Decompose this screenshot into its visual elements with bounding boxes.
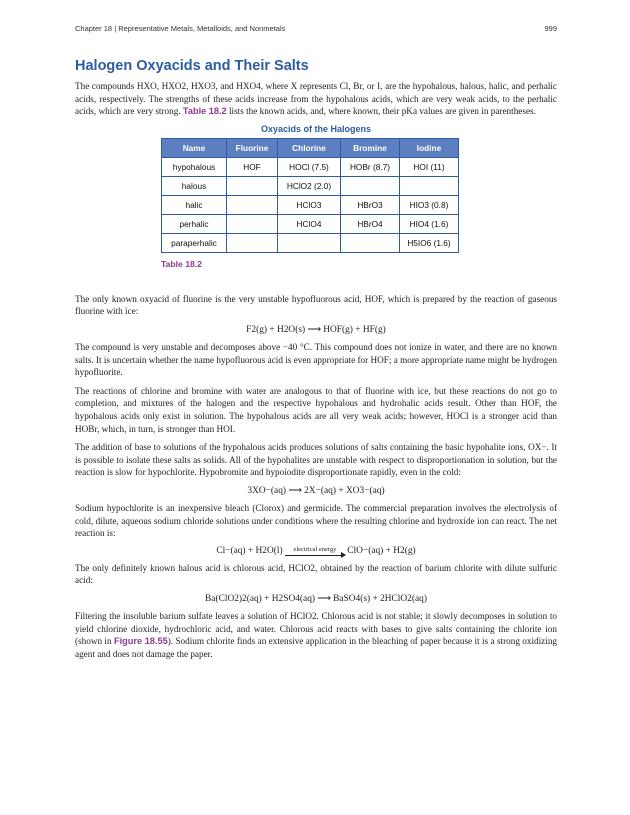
page-number: 999 [544,24,557,33]
table-row [162,214,459,233]
table-cell: HClO4 [278,214,341,233]
fluorine-paragraph: The only known oxyacid of fluorine is the very unstable hypofluorous acid, HOF, which is prepared by the reaction of gaseous fluorine with ice: [75,293,557,317]
table-cell: HBrO4 [341,214,400,233]
section-title: Halogen Oxyacids and Their Salts [75,58,309,74]
table-row [162,195,459,214]
header-cell: Iodine [400,138,459,157]
table-cell [227,233,278,252]
hypohalite-paragraph: The addition of base to solutions of the hypohalous acids produces solutions of salts containing the basic hypohalite ions, OX−. It is possible to isolate these salts as solids. All of the hypohalites are unstable with respect to disproportionation in solution, but the reaction is slow for hypochlorite. Hypobromite and hypoiodite disproportionate rapidly, even in the cold: [75,442,557,478]
equation-disproportionation: 3XO−(aq) ⟶ 2X−(aq) + XO3−(aq) [247,485,385,496]
table-cell: HClO2 (2.0) [278,176,341,195]
table-cell: halous [162,176,227,195]
arrow-label: electrical energy [293,545,337,553]
page-content [75,58,557,666]
table-cell: H5IO6 (1.6) [400,233,459,252]
chlorine-bromine-paragraph: The reactions of chlorine and bromine with water are analogous to that of fluorine with ice, but these reactions do not go to completion, and mixtures of the halogen and the respective hypohalous and hydrohalic acids result. Other than HOF, the hypohalous acids only exist in solution. The hypohalous acids are all very weak acids; however, HOCl is a stronger acid than HOBr, which, in turn, is stronger than HOI. [75,385,557,434]
chlorite-paragraph [75,610,557,660]
page-header [75,24,557,33]
table-cell: HOF [227,157,278,176]
halous-paragraph: The only definitely known halous acid is chlorous acid, HClO2, obtained by the reaction of barium chlorite with dilute sulfuric acid: [75,562,557,586]
table-caption: Oxyacids of the Halogens [260,123,372,134]
equation-right: ClO−(aq) + H2(g) [347,545,416,556]
reaction-arrow [285,546,345,556]
table-cell: HOBr (8.7) [341,157,400,176]
header-cell: Name [162,138,227,157]
table-link[interactable]: Table 18.2 [182,106,227,117]
intro-paragraph [75,80,557,118]
table-cell [227,176,278,195]
table-label[interactable]: Table 18.2 [161,258,202,269]
intro-text-2: lists the known acids, and, where known, their pKa values are given in parentheses. [228,106,536,117]
table-cell: HIO4 (1.6) [400,214,459,233]
unstable-paragraph: The compound is very unstable and decomposes above −40 °C. This compound does not ionize in water, and there are no known salts. It is uncertain whether the name hypofluorous acid is even appropriate for HOF; a more appropriate name might be hydrogen hypofluorite. [75,341,557,378]
table-cell [227,214,278,233]
table-cell [341,233,400,252]
header-cell: Fluorine [227,138,278,157]
table-header-row [162,138,459,157]
table-row [162,157,459,176]
table-cell [278,233,341,252]
table-cell: HIO3 (0.8) [400,195,459,214]
table-cell [341,176,400,195]
oxyacids-table [161,138,459,253]
table-row [162,176,459,195]
table-cell: hypohalous [162,157,227,176]
intro-text-1: The compounds HXO, HXO2, HXO3, and HXO4, where X represents Cl, Br, or I, are the hypohalous, halous, halic, and perhalic acids, respectively. The strengths of these acids increase from the hypohalous acids, which are very weak acids, to the perhalic acids, which are very strong. [75,81,557,117]
table-cell: halic [162,195,227,214]
equation-electrolysis [75,546,557,556]
table-cell: HOI (11) [400,157,459,176]
table-cell [400,176,459,195]
chlorite-text-2: ). Sodium chlorite finds an extensive application in the bleaching of paper because it is a strong oxidizing agent and does not damage the paper. [75,636,558,659]
header-cell: Bromine [341,138,400,157]
equation-left: Cl−(aq) + H2O(l) [216,545,283,556]
chapter-title: Chapter 18 | Representative Metals, Metalloids, and Nonmetals [75,24,286,33]
equation-chlorous: Ba(ClO2)2(aq) + H2SO4(aq) ⟶ BaSO4(s) + 2HClO2(aq) [205,594,427,605]
hypochlorite-paragraph: Sodium hypochlorite is an inexpensive bleach (Clorox) and germicide. The commercial preparation involves the electrolysis of cold, dilute, aqueous sodium chloride solutions under conditions where the resulting chlorine and hydroxide ion can react. The net reaction is: [75,502,557,539]
table-cell: HBrO3 [341,195,400,214]
equation-hof: F2(g) + H2O(s) ⟶ HOF(g) + HF(g) [246,324,386,335]
table-cell: perhalic [162,214,227,233]
table-row [162,233,459,252]
table-cell: paraperhalic [162,233,227,252]
header-cell: Chlorine [278,138,341,157]
table-cell: HOCl (7.5) [278,157,341,176]
table-cell: HClO3 [278,195,341,214]
table-cell [227,195,278,214]
figure-link[interactable]: Figure 18.55 [113,636,168,647]
chlorite-text-1: Filtering the insoluble barium sulfate leaves a solution of HClO2. Chlorous acid is not stable; it slowly decomposes in solution to yield chlorine dioxide, hydrochloric acid, and water. Chlorous acid reacts with bases to give salts containing the chlorite ion (shown in [75,611,557,647]
